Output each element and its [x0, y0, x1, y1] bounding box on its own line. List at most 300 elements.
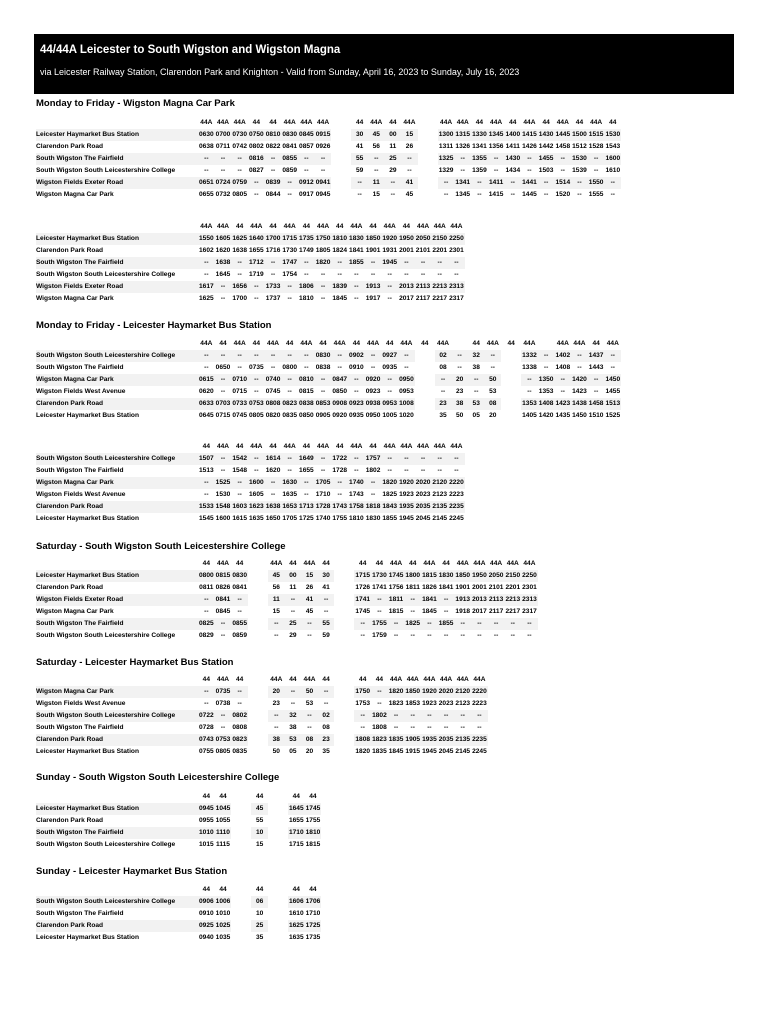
timetable-block — [36, 338, 621, 422]
frequency-gap — [231, 815, 251, 827]
departure-time: 2245 — [472, 748, 487, 755]
departure-time: -- — [610, 191, 615, 198]
route-header-blank — [36, 884, 198, 896]
departure-time: -- — [360, 632, 365, 639]
route-number: 44A — [435, 338, 452, 350]
departure-time: 1935 — [421, 734, 438, 746]
departure-time: 38 — [451, 398, 468, 410]
departure-time: 1815 — [421, 570, 438, 582]
departure-time: 1706 — [305, 896, 322, 908]
departure-time: 1839 — [331, 281, 348, 293]
departure-time: -- — [387, 467, 392, 474]
route-header-row — [36, 441, 465, 453]
departure-time: 1841 — [421, 594, 438, 606]
departure-time: 1820 — [315, 257, 332, 269]
route-number: 44 — [248, 117, 265, 129]
departure-time: 1758 — [348, 501, 365, 513]
route-number: 44A — [388, 674, 405, 686]
departure-time: 38 — [289, 724, 297, 731]
stop-name: Leicester Haymarket Bus Station — [36, 129, 198, 141]
departure-time: 1355 — [471, 153, 488, 165]
departure-time: -- — [440, 388, 446, 395]
departure-time: 0738 — [215, 700, 231, 707]
departure-time: 0830 — [281, 129, 298, 141]
departure-time: 0920 — [332, 412, 348, 419]
departure-time: 41 — [356, 143, 364, 150]
departure-time: -- — [365, 477, 382, 489]
departure-time: 1950 — [398, 233, 415, 245]
departure-time: -- — [387, 271, 392, 278]
route-number: 44A — [248, 221, 265, 233]
route-number: 44A — [448, 441, 465, 453]
departure-time: 20 — [268, 686, 285, 698]
departure-time: -- — [387, 295, 392, 302]
frequency-gap — [248, 618, 268, 630]
departure-time: -- — [560, 167, 565, 174]
route-number — [268, 791, 288, 803]
route-header-blank — [36, 117, 198, 129]
departure-time: 1610 — [288, 910, 304, 917]
departure-time: 0655 — [199, 191, 214, 198]
departure-time: 1530 — [215, 491, 231, 498]
departure-time: 1635 — [288, 934, 304, 941]
departure-time: 1542 — [231, 453, 248, 465]
departure-time: 15 — [272, 608, 280, 615]
route-number: 44 — [438, 558, 455, 570]
frequency-gap — [248, 722, 268, 734]
frequency-gap — [334, 630, 354, 642]
section-title: Monday to Friday - Wigston Magna Car Park — [36, 98, 235, 109]
stop-row — [36, 606, 538, 618]
route-number: 44A — [315, 221, 332, 233]
route-number: 44A — [454, 558, 471, 570]
departure-time: 2220 — [448, 477, 465, 489]
departure-time: 2113 — [415, 281, 432, 293]
departure-time: 0810 — [265, 129, 282, 141]
departure-time: 0935 — [382, 364, 398, 371]
route-number: 44A — [281, 117, 298, 129]
route-number — [268, 884, 288, 896]
departure-time: 0711 — [215, 143, 231, 150]
departure-time: -- — [404, 467, 409, 474]
departure-time: -- — [304, 364, 309, 371]
departure-time: -- — [331, 257, 348, 269]
departure-time: -- — [543, 364, 549, 371]
departure-time: 59 — [356, 167, 364, 174]
departure-time: 1815 — [305, 841, 321, 848]
departure-time: -- — [538, 350, 555, 362]
route-number: 44 — [231, 558, 248, 570]
departure-time: 0859 — [282, 167, 298, 174]
route-number: 44 — [318, 674, 335, 686]
departure-time: 2023 — [438, 700, 454, 707]
departure-time: 1326 — [455, 143, 471, 150]
route-number: 44A — [268, 674, 285, 686]
departure-time: 1806 — [298, 281, 315, 293]
departure-time: -- — [248, 350, 265, 362]
timetable-subtitle: via Leicester Railway Station, Clarendon Park and Knighton - Valid from Sunday, April 16, 2023 to Sunday, July 16, 2023 — [40, 67, 520, 77]
departure-time: -- — [407, 167, 412, 174]
route-number: 44 — [251, 791, 268, 803]
departure-time: 45 — [305, 608, 314, 615]
route-number: 44 — [331, 221, 348, 233]
departure-time: 1530 — [571, 153, 588, 165]
route-number: 44 — [538, 117, 555, 129]
departure-time: 0920 — [365, 374, 382, 386]
departure-time: 1705 — [315, 477, 332, 489]
route-number: 44A — [488, 117, 505, 129]
departure-time: 0857 — [299, 143, 314, 150]
timetable-block — [36, 117, 621, 201]
route-number: 44A — [198, 117, 215, 129]
frequency-gap — [268, 896, 288, 908]
frequency-gap — [331, 177, 351, 189]
route-number: 44 — [468, 338, 485, 350]
departure-time: 0850 — [299, 412, 314, 419]
route-number: 44 — [285, 674, 302, 686]
departure-time: 0732 — [215, 191, 231, 198]
departure-time: -- — [220, 295, 226, 302]
route-number: 44A — [215, 674, 232, 686]
departure-time: -- — [298, 350, 315, 362]
departure-time: 2250 — [448, 233, 465, 245]
stop-name: Wigston Fields Exeter Road — [36, 594, 198, 606]
departure-time: 1754 — [282, 271, 298, 278]
departure-time: 1630 — [281, 477, 298, 489]
route-number: 44 — [398, 221, 415, 233]
departure-time: 0923 — [348, 398, 365, 410]
departure-time: -- — [448, 453, 465, 465]
departure-time: -- — [381, 453, 398, 465]
departure-time: 20 — [489, 412, 497, 419]
departure-time: 1820 — [388, 686, 405, 698]
departure-time: 0722 — [198, 710, 215, 722]
departure-time: -- — [370, 271, 376, 278]
departure-time: 0953 — [399, 388, 414, 395]
departure-time: 2123 — [455, 700, 471, 707]
departure-time: 1620 — [215, 247, 231, 254]
departure-time: 1655 — [288, 817, 304, 824]
departure-time: 0915 — [315, 129, 332, 141]
departure-time: 1945 — [399, 515, 414, 522]
departure-time: -- — [337, 271, 342, 278]
departure-time: 1345 — [488, 129, 505, 141]
departure-time: -- — [471, 710, 488, 722]
route-number: 44 — [501, 338, 521, 350]
stop-row — [36, 398, 621, 410]
departure-time: -- — [281, 177, 298, 189]
departure-time: 2213 — [504, 594, 521, 606]
timetable-table — [36, 674, 488, 758]
departure-time: 0802 — [231, 710, 248, 722]
route-number: 44A — [454, 117, 471, 129]
route-number: 44 — [265, 117, 282, 129]
timetable-block — [36, 674, 488, 758]
departure-time: 1015 — [199, 841, 214, 848]
departure-time: 23 — [272, 700, 280, 707]
departure-time: -- — [365, 257, 382, 269]
departure-time: 1008 — [398, 398, 415, 410]
departure-time: 0830 — [231, 570, 248, 582]
departure-time: 1356 — [488, 143, 504, 150]
route-number: 44 — [354, 674, 371, 686]
stop-row — [36, 477, 465, 489]
timetable-block — [36, 558, 538, 642]
route-number: 44 — [265, 441, 282, 453]
departure-time: 0800 — [198, 570, 215, 582]
departure-time: 0755 — [199, 748, 214, 755]
departure-time: 1750 — [315, 233, 332, 245]
departure-time: 25 — [385, 153, 402, 165]
departure-time: 1745 — [388, 570, 405, 582]
route-number: 44A — [281, 221, 298, 233]
frequency-gap — [231, 920, 251, 932]
frequency-gap — [415, 362, 435, 374]
route-number: 44A — [298, 338, 315, 350]
route-number: 44 — [305, 884, 322, 896]
stop-row — [36, 908, 321, 920]
departure-time: 1825 — [404, 618, 421, 630]
departure-time: 1715 — [288, 841, 304, 848]
route-number: 44A — [471, 558, 488, 570]
departure-time: 0822 — [265, 143, 281, 150]
departure-time: -- — [393, 724, 399, 731]
departure-time: 2035 — [438, 734, 455, 746]
stop-name: Wigston Magna Car Park — [36, 191, 114, 198]
departure-time: -- — [460, 724, 465, 731]
route-number: 44A — [415, 441, 432, 453]
departure-time: -- — [307, 724, 312, 731]
departure-time: 0633 — [198, 398, 215, 410]
departure-time: 1329 — [438, 167, 454, 174]
departure-time: 1923 — [422, 700, 437, 707]
departure-time: 0940 — [199, 934, 214, 941]
departure-time: -- — [387, 388, 392, 395]
route-number: 44A — [315, 117, 332, 129]
route-number: 44A — [404, 674, 421, 686]
route-number: 44 — [215, 884, 232, 896]
departure-time: 1617 — [198, 281, 215, 293]
departure-time: -- — [287, 191, 292, 198]
frequency-gap — [418, 177, 438, 189]
departure-time: -- — [443, 608, 449, 615]
departure-time: 0841 — [215, 594, 232, 606]
departure-time: -- — [427, 632, 432, 639]
departure-time: 50 — [485, 374, 502, 386]
route-number: 44A — [365, 338, 382, 350]
departure-time: 0917 — [299, 191, 314, 198]
departure-time: 1350 — [538, 374, 555, 386]
departure-time: 1423 — [572, 388, 587, 395]
departure-time: 1620 — [265, 467, 281, 474]
departure-time: 2035 — [415, 501, 432, 513]
stop-name: Leicester Haymarket Bus Station — [36, 570, 198, 582]
departure-time: 29 — [389, 167, 397, 174]
departure-time: 2117 — [415, 295, 431, 302]
departure-time: 1725 — [299, 515, 314, 522]
stop-row — [36, 233, 465, 245]
departure-time: 1035 — [215, 934, 231, 941]
departure-time: -- — [371, 686, 388, 698]
departure-time: 1353 — [521, 398, 538, 410]
stop-row — [36, 245, 465, 257]
departure-time: -- — [527, 167, 532, 174]
departure-time: -- — [421, 710, 438, 722]
departure-time: 1441 — [521, 177, 538, 189]
frequency-gap — [248, 710, 268, 722]
departure-time: 1408 — [555, 364, 571, 371]
departure-time: 1605 — [215, 233, 232, 245]
route-number: 44A — [348, 221, 365, 233]
departure-time: 10 — [255, 910, 264, 917]
frequency-gap — [415, 350, 435, 362]
departure-time: 1533 — [198, 501, 215, 513]
departure-time: 1442 — [538, 143, 554, 150]
departure-time: 1548 — [215, 501, 232, 513]
departure-time: -- — [281, 281, 298, 293]
stop-row — [36, 281, 465, 293]
departure-time: 1512 — [572, 143, 587, 150]
departure-time: 1710 — [315, 491, 331, 498]
departure-time: -- — [270, 167, 276, 174]
departure-time: 1845 — [332, 295, 348, 302]
departure-time: 0827 — [249, 167, 264, 174]
departure-time: 1825 — [382, 491, 398, 498]
departure-time: 1808 — [372, 724, 387, 731]
departure-time: 2217 — [432, 295, 448, 302]
departure-time: -- — [301, 618, 318, 630]
departure-time: -- — [357, 191, 362, 198]
departure-time: -- — [410, 608, 415, 615]
stop-name: South Wigston South Leicestershire College — [36, 710, 198, 722]
departure-time: -- — [410, 632, 415, 639]
departure-time: -- — [577, 364, 582, 371]
departure-time: 0703 — [215, 398, 232, 410]
departure-time: -- — [521, 618, 538, 630]
stop-row — [36, 453, 465, 465]
departure-time: 1755 — [305, 817, 321, 824]
stop-name: South Wigston South Leicestershire College — [36, 632, 176, 639]
departure-time: 0910 — [349, 364, 364, 371]
departure-time: 0825 — [198, 618, 215, 630]
departure-time: 25 — [251, 920, 268, 932]
departure-time: -- — [398, 350, 415, 362]
frequency-gap — [248, 734, 268, 746]
stop-row — [36, 153, 621, 165]
route-number: 44A — [348, 441, 365, 453]
departure-time: -- — [381, 374, 398, 386]
stop-row — [36, 269, 465, 281]
departure-time: 1741 — [354, 594, 371, 606]
departure-time: 1740 — [315, 515, 331, 522]
departure-time: 0923 — [365, 388, 381, 395]
departure-time: 0953 — [381, 398, 398, 410]
departure-time: 1700 — [232, 295, 248, 302]
route-number: 44 — [348, 338, 365, 350]
departure-time: -- — [377, 700, 382, 707]
departure-time: 1411 — [505, 143, 520, 150]
stop-name: South Wigston South Leicestershire College — [36, 271, 176, 278]
route-number: 44 — [471, 117, 488, 129]
departure-time: 0910 — [199, 910, 214, 917]
stop-name: South Wigston The Fairfield — [36, 257, 198, 269]
stop-row — [36, 129, 621, 141]
departure-time: 0745 — [265, 388, 281, 395]
departure-time: -- — [215, 710, 232, 722]
departure-time: 1818 — [365, 501, 382, 513]
departure-time: 0938 — [365, 398, 382, 410]
departure-time: -- — [220, 724, 226, 731]
departure-time: 0735 — [215, 686, 232, 698]
departure-time: 00 — [385, 129, 402, 141]
departure-time: 08 — [322, 724, 330, 731]
route-number: 44A — [588, 117, 605, 129]
departure-time: -- — [198, 686, 215, 698]
departure-time: 1802 — [371, 710, 388, 722]
frequency-gap — [268, 908, 288, 920]
route-number: 44 — [298, 221, 315, 233]
departure-time: 0724 — [215, 177, 232, 189]
departure-time: 0810 — [298, 374, 315, 386]
frequency-gap — [334, 734, 354, 746]
departure-time: -- — [521, 153, 538, 165]
frequency-gap — [418, 141, 438, 153]
departure-time: 1945 — [422, 748, 437, 755]
departure-time: 1405 — [522, 412, 537, 419]
frequency-gap — [334, 722, 354, 734]
departure-time: 0728 — [199, 724, 214, 731]
departure-time: 1300 — [438, 129, 455, 141]
route-number: 44A — [471, 674, 488, 686]
departure-time: 2023 — [415, 491, 431, 498]
departure-time: 1555 — [588, 191, 604, 198]
stop-name: Leicester Haymarket Bus Station — [36, 515, 139, 522]
departure-time: 08 — [301, 734, 318, 746]
departure-time: 0710 — [231, 374, 248, 386]
departure-time: 1645 — [215, 271, 231, 278]
departure-time: -- — [404, 271, 409, 278]
stop-name: Clarendon Park Road — [36, 143, 104, 150]
departure-time: 0850 — [332, 388, 348, 395]
departure-time: 2017 — [399, 295, 414, 302]
departure-time: -- — [348, 453, 365, 465]
stop-row — [36, 257, 465, 269]
frequency-gap — [501, 374, 521, 386]
frequency-gap — [231, 908, 251, 920]
departure-time: -- — [477, 191, 482, 198]
route-number: 44A — [198, 221, 215, 233]
route-number — [451, 338, 468, 350]
departure-time: 0742 — [232, 143, 248, 150]
departure-time: -- — [365, 350, 382, 362]
departure-time: 1826 — [422, 584, 437, 591]
frequency-gap — [418, 129, 438, 141]
stop-name: Leicester Haymarket Bus Station — [36, 748, 139, 755]
departure-time: 1635 — [282, 491, 298, 498]
stop-row — [36, 618, 538, 630]
departure-time: 02 — [318, 710, 335, 722]
frequency-gap — [334, 746, 354, 758]
departure-time: -- — [571, 177, 588, 189]
frequency-gap — [334, 710, 354, 722]
frequency-gap — [231, 896, 251, 908]
departure-time: -- — [318, 686, 335, 698]
departure-time: 1110 — [215, 827, 232, 839]
departure-time: -- — [398, 453, 415, 465]
departure-time: 0839 — [265, 177, 282, 189]
stop-row — [36, 374, 621, 386]
route-number: 44A — [215, 221, 232, 233]
